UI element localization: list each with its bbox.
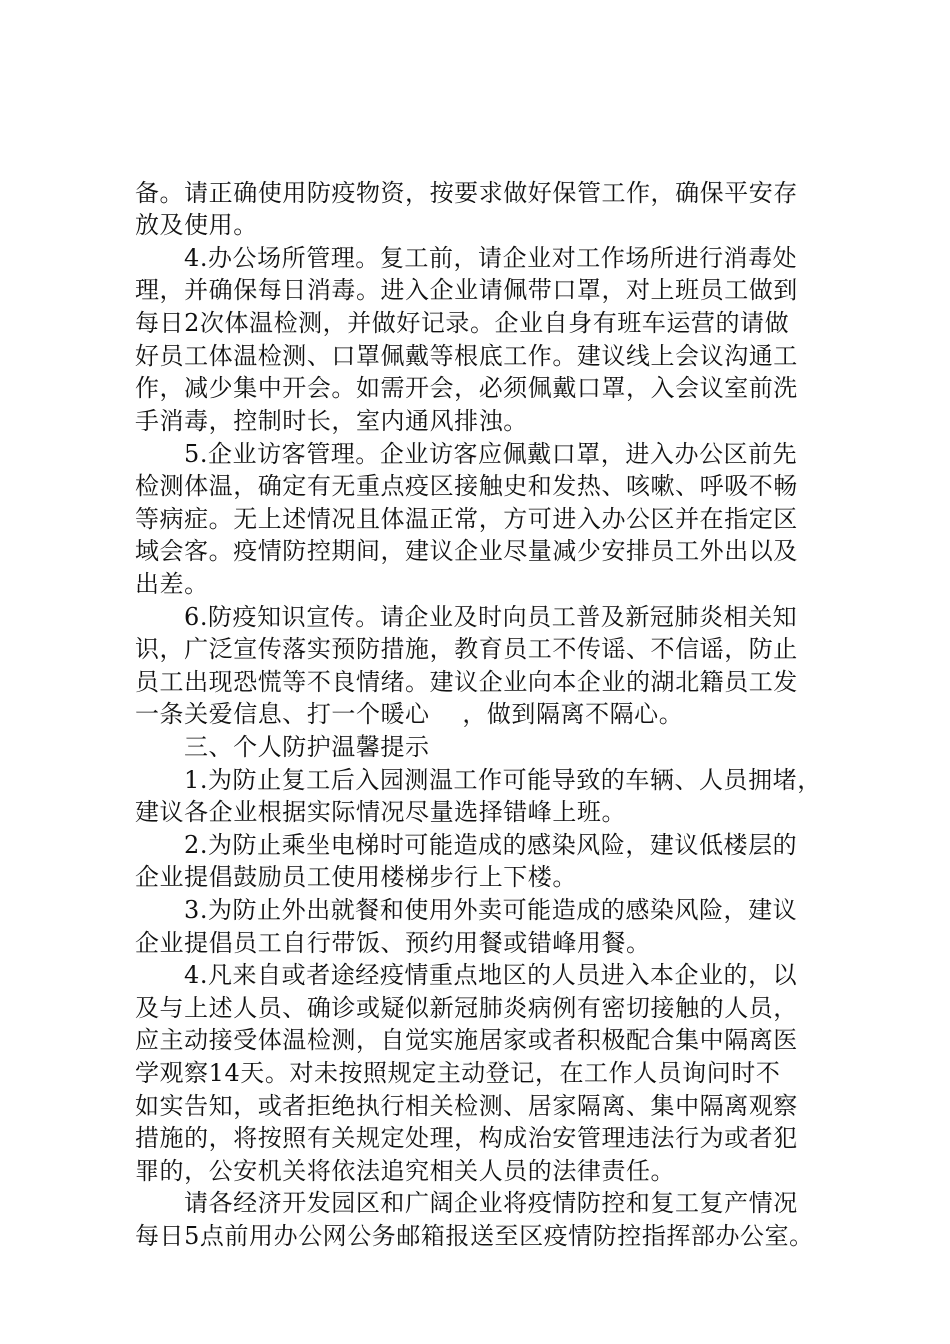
text-line: 每日2次体温检测，并做好记录。企业自身有班车运营的请做 [135,309,790,337]
text-line: 应主动接受体温检测，自觉实施居家或者积极配合集中隔离医 [135,1026,798,1054]
text-line: 放及使用。 [135,211,258,239]
text-line: 理，并确保每日消毒。进入企业请佩带口罩，对上班员工做到 [135,276,798,304]
text-line: 每日5点前用办公网公务邮箱报送至区疫情防控指挥部办公室。 [135,1222,814,1250]
text-line: 及与上述人员、确诊或疑似新冠肺炎病例有密切接触的人员， [135,994,798,1022]
text-line: 罪的，公安机关将依法追究相关人员的法律责任。 [135,1157,676,1185]
text-line: 等病症。无上述情况且体温正常，方可进入办公区并在指定区 [135,505,798,533]
text-line: 学观察14天。对未按照规定主动登记，在工作人员询问时不 [135,1059,781,1087]
paragraph-knowledge-promotion: 6.防疫知识宣传。请企业及时向员工普及新冠肺炎相关知 [184,603,798,631]
text-line: 作，减少集中开会。如需开会，必须佩戴口罩，入会议室前洗 [135,374,798,402]
text-line: 企业提倡鼓励员工使用楼梯步行上下楼。 [135,863,577,891]
paragraph-visitor-management: 5.企业访客管理。企业访客应佩戴口罩，进入办公区前先 [184,440,798,468]
text-line: 员工出现恐慌等不良情绪。建议企业向本企业的湖北籍员工发 [135,668,798,696]
section-heading: 三、个人防护温馨提示 [184,733,430,761]
paragraph-closing: 请各经济开发园区和广阔企业将疫情防控和复工复产情况 [184,1189,798,1217]
text-line: 出差。 [135,570,209,598]
text-line: 一条关爱信息、打一个暖心 ，做到隔离不隔心。 [135,700,684,728]
paragraph-tip-3: 3.为防止外出就餐和使用外卖可能造成的感染风险，建议 [184,896,798,924]
paragraph-tip-1: 1.为防止复工后入园测温工作可能导致的车辆、人员拥堵， [184,766,822,794]
text-line: 备。请正确使用防疫物资，按要求做好保管工作，确保平安存 [135,179,798,207]
paragraph-tip-2: 2.为防止乘坐电梯时可能造成的感染风险，建议低楼层的 [184,831,798,859]
text-line: 如实告知，或者拒绝执行相关检测、居家隔离、集中隔离观察 [135,1092,798,1120]
text-line: 措施的，将按照有关规定处理，构成治安管理违法行为或者犯 [135,1124,798,1152]
text-line: 手消毒，控制时长，室内通风排浊。 [135,407,528,435]
text-line: 识，广泛宣传落实预防措施，教育员工不传谣、不信谣，防止 [135,635,798,663]
text-line: 企业提倡员工自行带饭、预约用餐或错峰用餐。 [135,929,651,957]
text-line: 检测体温，确定有无重点疫区接触史和发热、咳嗽、呼吸不畅 [135,472,798,500]
text-line: 域会客。疫情防控期间，建议企业尽量减少安排员工外出以及 [135,537,798,565]
text-line: 好员工体温检测、口罩佩戴等根底工作。建议线上会议沟通工 [135,342,798,370]
paragraph-office-management: 4.办公场所管理。复工前，请企业对工作场所进行消毒处 [184,244,798,272]
text-line: 建议各企业根据实际情况尽量选择错峰上班。 [135,798,626,826]
paragraph-tip-4: 4.凡来自或者途经疫情重点地区的人员进入本企业的，以 [184,961,798,989]
